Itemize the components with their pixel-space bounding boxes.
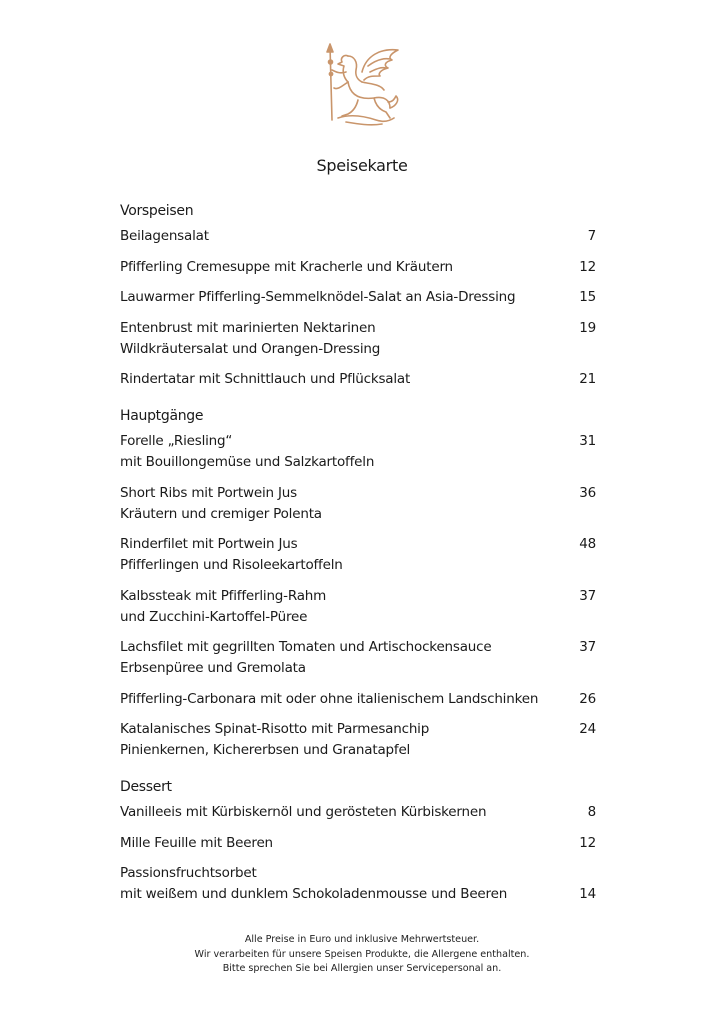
footer-note bbox=[0, 933, 724, 977]
item-price: 37 bbox=[579, 639, 596, 655]
section-title: Hauptgänge bbox=[120, 408, 204, 424]
menu-item bbox=[120, 586, 596, 628]
item-line: Erbsenpüree und Gremolata bbox=[120, 660, 306, 676]
item-price: 8 bbox=[587, 804, 596, 820]
item-price: 31 bbox=[579, 433, 596, 449]
menu-item bbox=[120, 833, 596, 854]
menu-item bbox=[120, 226, 596, 247]
section-title: Vorspeisen bbox=[120, 203, 194, 219]
item-line: Rinderfilet mit Portwein Jus bbox=[120, 536, 298, 552]
item-line: Passionsfruchtsorbet bbox=[120, 865, 257, 881]
item-line: Kräutern und cremiger Polenta bbox=[120, 505, 322, 522]
item-price: 48 bbox=[579, 536, 596, 552]
griffin-crest-icon bbox=[318, 42, 402, 128]
item-line: und Zucchini-Kartoffel-Püree bbox=[120, 608, 308, 625]
item-line: Vanilleeis mit Kürbiskernöl und gerösteten Kürbiskernen bbox=[120, 804, 487, 820]
item-line: Wildkräutersalat und Orangen-Dressing bbox=[120, 340, 381, 357]
menu-item bbox=[120, 863, 596, 905]
item-line: Pinienkernen, Kichererbsen und Granatapfel bbox=[120, 742, 411, 758]
section-title: Dessert bbox=[120, 779, 172, 795]
item-line: Rindertatar mit Schnittlauch und Pflücksalat bbox=[120, 371, 411, 387]
item-line: Short Ribs mit Portwein Jus bbox=[120, 484, 297, 501]
menu-item bbox=[120, 257, 596, 278]
menu-item bbox=[120, 287, 596, 308]
menu-item bbox=[120, 318, 596, 360]
menu-item bbox=[120, 431, 596, 473]
item-line: Katalanisches Spinat-Risotto mit Parmesanchip bbox=[120, 721, 430, 737]
item-price: 7 bbox=[587, 228, 596, 244]
menu-item bbox=[120, 637, 596, 679]
section-vorspeisen bbox=[120, 200, 596, 390]
footer-line: Bitte sprechen Sie bei Allergien unser Servicepersonal an. bbox=[222, 963, 502, 974]
item-line: Mille Feuille mit Beeren bbox=[120, 834, 273, 851]
item-price: 26 bbox=[579, 690, 596, 707]
item-price: 24 bbox=[579, 721, 596, 737]
item-line: mit Bouillongemüse und Salzkartoffeln bbox=[120, 454, 375, 470]
item-price: 15 bbox=[579, 289, 596, 305]
item-line: Entenbrust mit marinierten Nektarinen bbox=[120, 319, 376, 336]
footer-line: Alle Preise in Euro und inklusive Mehrwertsteuer. bbox=[244, 934, 480, 945]
item-price: 21 bbox=[579, 371, 596, 387]
menu bbox=[120, 200, 596, 905]
item-price: 12 bbox=[579, 834, 596, 851]
page-title: Speisekarte bbox=[316, 156, 408, 175]
footer-line: Wir verarbeiten für unsere Speisen Produkte, die Allergene enthalten. bbox=[194, 948, 530, 960]
menu-item bbox=[120, 534, 596, 576]
item-price: 14 bbox=[579, 886, 596, 902]
item-line: Beilagensalat bbox=[120, 228, 209, 244]
menu-item bbox=[120, 483, 596, 525]
item-line: Kalbssteak mit Pfifferling-Rahm bbox=[120, 587, 327, 604]
item-price: 12 bbox=[579, 258, 596, 275]
item-price: 37 bbox=[579, 587, 596, 604]
item-price: 19 bbox=[579, 319, 596, 336]
item-line: Pfifferling Cremesuppe mit Kracherle und Kräutern bbox=[120, 258, 453, 275]
section-dessert bbox=[120, 776, 596, 905]
item-line: Lachsfilet mit gegrillten Tomaten und Artischockensauce bbox=[120, 639, 492, 655]
item-line: Pfifferlingen und Risoleekartoffeln bbox=[120, 557, 343, 573]
item-line: Lauwarmer Pfifferling-Semmelknödel-Salat an Asia-Dressing bbox=[120, 289, 516, 305]
item-line: Forelle „Riesling“ bbox=[120, 433, 233, 449]
item-line: mit weißem und dunklem Schokoladenmousse und Beeren bbox=[120, 886, 508, 902]
item-line: Pfifferling-Carbonara mit oder ohne italienischem Landschinken bbox=[120, 690, 539, 707]
menu-item bbox=[120, 719, 596, 761]
section-hauptgaenge bbox=[120, 405, 596, 761]
menu-item bbox=[120, 369, 596, 390]
menu-item bbox=[120, 802, 596, 823]
item-price: 36 bbox=[579, 484, 596, 501]
menu-item bbox=[120, 689, 596, 710]
